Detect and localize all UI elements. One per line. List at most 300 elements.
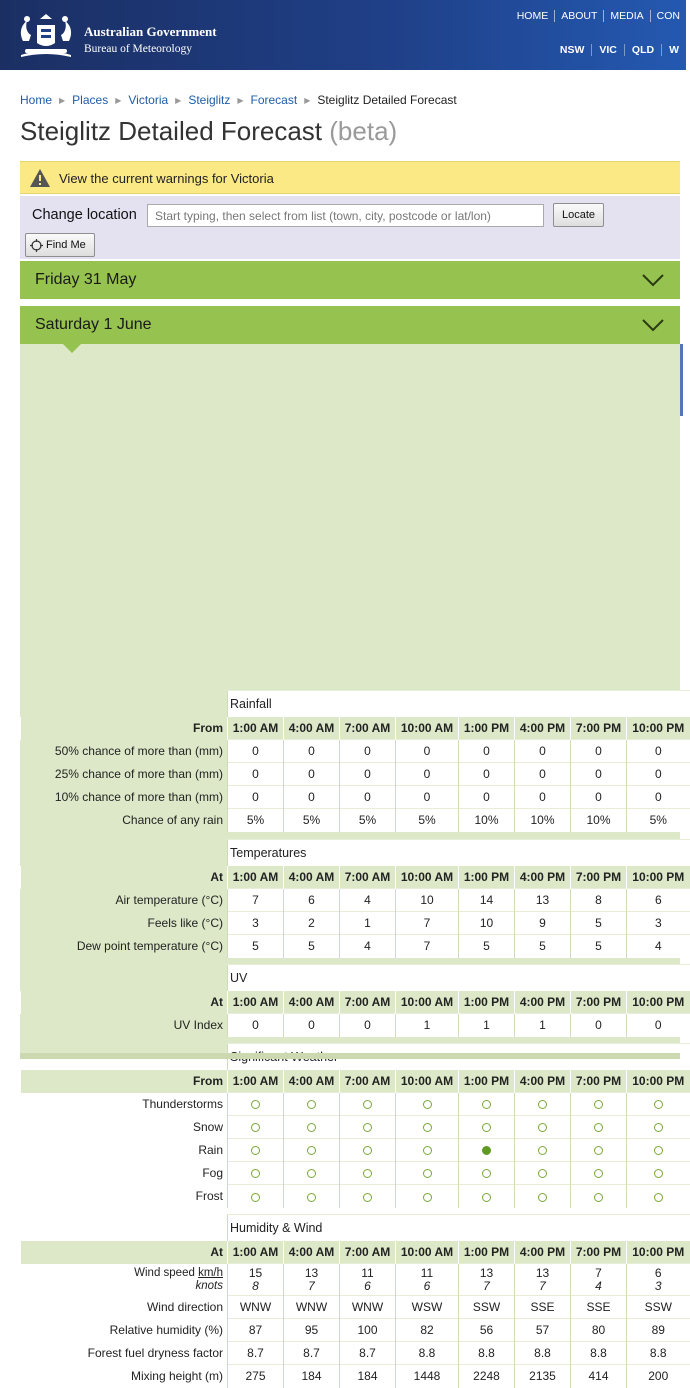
day-toggle-saturday[interactable] [20,306,680,344]
empty-circle-icon [654,1193,663,1202]
warning-icon [29,168,51,188]
table-body [21,889,690,958]
table-cell: 0 [340,763,396,786]
table-cell: 2248 [459,1365,515,1388]
table-cell: 1 [340,912,396,935]
time-header: 1:00 AM [228,717,284,740]
time-header: 10:00 AM [396,991,459,1014]
time-header: 1:00 AM [228,866,284,889]
table-cell: 10 [459,912,515,935]
table-cell: 87 [228,1319,284,1342]
empty-circle-icon [594,1100,603,1109]
state-qld[interactable]: QLD [624,44,661,56]
table-cell: WNW [340,1296,396,1319]
empty-circle-icon [538,1100,547,1109]
weather-indicator-cell [515,1162,571,1185]
breadcrumb [20,93,457,107]
wind-speed-cell [396,1264,459,1296]
wind-speed-label: Wind speed [134,1266,195,1279]
table-cell: 0 [284,786,340,809]
time-header: 1:00 PM [459,1070,515,1093]
table-cell: 0 [627,740,690,763]
table-cell: 56 [459,1319,515,1342]
at-label: At [21,991,228,1014]
table-cell: 1 [515,1014,571,1037]
table-row [21,1162,690,1185]
wind-speed-cell [228,1264,284,1296]
time-header: 7:00 PM [571,991,627,1014]
empty-circle-icon [363,1193,372,1202]
table-cell: 8.7 [228,1342,284,1365]
table-cell: WNW [228,1296,284,1319]
table-cell: 0 [571,763,627,786]
table-cell: 5 [515,935,571,958]
time-header: 7:00 AM [340,1241,396,1264]
day-label: Friday 31 May [35,271,137,288]
time-header: 10:00 AM [396,717,459,740]
wind-kmh: 11 [420,1265,434,1280]
time-header: 4:00 AM [284,1241,340,1264]
at-label: At [21,1241,228,1264]
state-wa[interactable]: W [661,44,686,56]
empty-circle-icon [594,1193,603,1202]
empty-circle-icon [538,1123,547,1132]
wind-speed-label-cell [21,1264,228,1296]
table-cell: 82 [396,1319,459,1342]
table-cell: 9 [515,912,571,935]
weather-indicator-cell [459,1139,515,1162]
table-cell: WSW [396,1296,459,1319]
table-cell: 3 [627,912,690,935]
from-label: From [21,717,228,740]
empty-circle-icon [363,1169,372,1178]
time-header: 1:00 AM [228,1070,284,1093]
time-header: 10:00 AM [396,1070,459,1093]
nav-home[interactable]: HOME [516,10,549,22]
table-row [21,1116,690,1139]
section-title-temperatures: Temperatures [228,840,690,866]
weather-indicator-cell [459,1185,515,1208]
time-header: 10:00 AM [396,866,459,889]
row-label: Forest fuel dryness factor [87,1346,223,1360]
table-cell: 184 [340,1365,396,1388]
weather-indicator-cell [228,1093,284,1116]
row-label: Dew point temperature (°C) [76,939,223,953]
table-cell: 8.8 [627,1342,690,1365]
table-cell: 0 [228,740,284,763]
time-header-row [21,1241,690,1264]
table-cell: 100 [340,1319,396,1342]
breadcrumb-forecast[interactable]: Forecast [250,93,298,107]
weather-indicator-cell [627,1162,690,1185]
table-cell: 5% [228,809,284,832]
weather-indicator-cell [396,1093,459,1116]
time-header: 1:00 AM [228,991,284,1014]
time-header-row [21,1070,690,1093]
selected-day-pointer [62,343,82,353]
row-label: Mixing height (m) [130,1369,223,1383]
empty-circle-icon [307,1100,316,1109]
empty-circle-icon [423,1193,432,1202]
weather-indicator-cell [515,1185,571,1208]
table-cell: 7 [228,889,284,912]
empty-circle-icon [538,1193,547,1202]
table-cell: 0 [228,786,284,809]
weather-indicator-cell [340,1116,396,1139]
table-cell: 4 [340,889,396,912]
table-cell: 1 [396,1014,459,1037]
table-row [21,889,690,912]
table-row [21,786,690,809]
wind-speed-cell [340,1264,396,1296]
uv-table [20,964,690,1037]
table-cell: SSW [627,1296,690,1319]
table-cell: 6 [284,889,340,912]
table-cell: 0 [459,786,515,809]
table-cell: 10% [459,809,515,832]
time-header: 4:00 PM [515,1241,571,1264]
table-body [21,1093,690,1208]
table-cell: 0 [396,786,459,809]
row-label: Fog [202,1166,223,1180]
table-cell: 5 [459,935,515,958]
time-header: 10:00 PM [627,991,690,1014]
table-cell: 8.7 [340,1342,396,1365]
table-cell: 2 [284,912,340,935]
row-label: Thunderstorms [142,1097,223,1111]
time-header: 4:00 PM [515,1070,571,1093]
beta-label: (beta) [329,116,398,146]
weather-indicator-cell [459,1116,515,1139]
table-cell: 0 [515,740,571,763]
table-cell: 10 [396,889,459,912]
wind-knots: 7 [308,1278,315,1293]
empty-circle-icon [482,1100,491,1109]
weather-indicator-cell [284,1185,340,1208]
table-cell: 0 [627,786,690,809]
time-header: 10:00 PM [627,1070,690,1093]
bureau-title: Bureau of Meteorology [84,43,192,55]
table-cell: 3 [228,912,284,935]
wind-knots: 4 [595,1278,602,1293]
time-header: 1:00 AM [228,1241,284,1264]
state-nsw[interactable]: NSW [559,44,585,56]
table-row [21,1185,690,1208]
nav-media[interactable]: MEDIA [603,10,649,22]
knots-unit: knots [195,1279,223,1292]
empty-circle-icon [423,1146,432,1155]
time-header: 4:00 AM [284,991,340,1014]
table-cell: 0 [284,763,340,786]
table-cell: 0 [571,786,627,809]
breadcrumb-separator-icon: ▶ [115,96,122,105]
table-cell: 0 [571,1014,627,1037]
table-cell: WNW [284,1296,340,1319]
table-row [21,809,690,832]
table-cell: 8 [571,889,627,912]
weather-indicator-cell [459,1162,515,1185]
table-cell: 8.8 [515,1342,571,1365]
empty-circle-icon [538,1169,547,1178]
weather-indicator-cell [571,1116,627,1139]
coat-of-arms-logo[interactable] [15,11,77,59]
wind-kmh: 13 [535,1265,550,1280]
breadcrumb-separator-icon: ▶ [237,96,244,105]
chevron-down-icon [642,273,664,287]
time-header-row [21,866,690,889]
table-cell: 0 [459,763,515,786]
nav-about[interactable]: ABOUT [554,10,603,22]
empty-circle-icon [251,1193,260,1202]
time-header: 7:00 AM [340,866,396,889]
empty-circle-icon [307,1146,316,1155]
weather-indicator-cell [228,1162,284,1185]
wind-knots: 8 [252,1278,259,1293]
weather-indicator-cell [459,1093,515,1116]
weather-indicator-cell [627,1139,690,1162]
wind-kmh: 11 [361,1265,374,1280]
time-header: 10:00 PM [627,717,690,740]
breadcrumb-home[interactable]: Home [20,93,53,107]
table-row [21,1365,690,1388]
row-label: Chance of any rain [122,813,223,827]
row-label: Air temperature (°C) [115,893,223,907]
wind-knots: 7 [483,1278,490,1293]
breadcrumb-steiglitz[interactable]: Steiglitz [188,93,231,107]
location-search-input[interactable] [147,204,544,227]
table-cell: 7 [396,912,459,935]
empty-circle-icon [423,1100,432,1109]
table-cell: 8.7 [284,1342,340,1365]
weather-indicator-cell [340,1162,396,1185]
row-label: 10% chance of more than (mm) [54,790,223,804]
empty-circle-icon [251,1100,260,1109]
empty-circle-icon [423,1169,432,1178]
time-header: 10:00 AM [396,1241,459,1264]
scrollbar-indicator[interactable] [680,344,683,416]
wind-kmh: 15 [248,1265,263,1280]
locate-button[interactable]: Locate [553,203,604,227]
table-cell: 0 [459,740,515,763]
wind-speed-cell [459,1264,515,1296]
weather-indicator-cell [515,1139,571,1162]
table-row [21,1296,690,1319]
weather-indicator-cell [627,1185,690,1208]
time-header: 7:00 PM [571,866,627,889]
state-navigation [553,44,686,56]
wind-speed-cell [571,1264,627,1296]
table-cell: 0 [627,763,690,786]
time-header-row [21,991,690,1014]
table-cell: 4 [340,935,396,958]
filled-circle-icon [482,1146,491,1155]
empty-circle-icon [594,1123,603,1132]
table-cell: 5 [228,935,284,958]
table-cell: 5% [627,809,690,832]
table-row [21,1342,690,1365]
row-label: Relative humidity (%) [109,1323,223,1337]
time-header: 4:00 PM [515,717,571,740]
state-vic[interactable]: VIC [591,44,624,56]
table-row [21,1319,690,1342]
breadcrumb-separator-icon: ▶ [304,96,311,105]
next-section-edge [20,1053,680,1059]
table-cell: 200 [627,1365,690,1388]
table-cell: 6 [627,889,690,912]
government-title: Australian Government [84,24,217,39]
wind-knots: 7 [539,1278,546,1293]
table-cell: 10% [515,809,571,832]
weather-indicator-cell [396,1139,459,1162]
time-header: 7:00 PM [571,1070,627,1093]
time-header: 1:00 PM [459,1241,515,1264]
row-label: Feels like (°C) [147,916,223,930]
empty-circle-icon [307,1193,316,1202]
page-title-text: Steiglitz Detailed Forecast [20,116,323,146]
table-cell: 0 [627,1014,690,1037]
weather-indicator-cell [396,1185,459,1208]
table-cell: 0 [340,740,396,763]
table-cell: 4 [627,935,690,958]
empty-circle-icon [594,1146,603,1155]
time-header: 7:00 AM [340,1070,396,1093]
find-me-label: Find Me [46,239,86,251]
temperatures-table [20,839,690,958]
empty-circle-icon [654,1100,663,1109]
table-cell: 0 [515,786,571,809]
table-cell: 8.8 [396,1342,459,1365]
table-cell: 8.8 [571,1342,627,1365]
site-header [0,0,686,70]
table-cell: 8.8 [459,1342,515,1365]
empty-circle-icon [251,1169,260,1178]
weather-indicator-cell [515,1116,571,1139]
time-header: 1:00 PM [459,717,515,740]
row-label: Wind direction [146,1300,223,1314]
empty-circle-icon [423,1123,432,1132]
time-header: 4:00 AM [284,1070,340,1093]
wind-kmh: 6 [654,1265,662,1280]
section-title-humidity-wind: Humidity & Wind [228,1215,690,1241]
weather-indicator-cell [284,1093,340,1116]
wind-speed-cell [515,1264,571,1296]
nav-contact[interactable]: CON [650,10,686,22]
empty-circle-icon [654,1146,663,1155]
row-label: Rain [198,1143,223,1157]
row-label: UV Index [173,1018,223,1032]
from-label: From [21,1070,228,1093]
at-label: At [21,866,228,889]
table-cell: 5 [571,912,627,935]
empty-circle-icon [251,1146,260,1155]
table-cell: 0 [396,763,459,786]
table-cell: 10% [571,809,627,832]
weather-indicator-cell [228,1185,284,1208]
time-header: 7:00 PM [571,1241,627,1264]
table-cell: 1448 [396,1365,459,1388]
empty-circle-icon [363,1146,372,1155]
warnings-link[interactable]: View the current warnings for Victoria [59,171,274,186]
empty-circle-icon [251,1123,260,1132]
empty-circle-icon [538,1146,547,1155]
weather-indicator-cell [571,1162,627,1185]
wind-knots: 3 [654,1278,662,1293]
table-cell: SSW [459,1296,515,1319]
table-cell: 5% [340,809,396,832]
table-cell: 0 [284,740,340,763]
empty-circle-icon [482,1123,491,1132]
humidity-wind-table [20,1214,690,1388]
weather-indicator-cell [228,1116,284,1139]
weather-indicator-cell [515,1093,571,1116]
time-header-row [21,717,690,740]
table-cell: 0 [340,786,396,809]
weather-indicator-cell [340,1185,396,1208]
empty-circle-icon [654,1169,663,1178]
table-cell: 0 [340,1014,396,1037]
table-cell: 5% [284,809,340,832]
weather-indicator-cell [340,1139,396,1162]
wind-kmh: 7 [595,1265,602,1280]
weather-indicator-cell [284,1139,340,1162]
time-header: 7:00 AM [340,991,396,1014]
table-cell: 80 [571,1319,627,1342]
time-header: 10:00 PM [627,866,690,889]
find-me-button[interactable] [25,233,95,257]
table-row [21,912,690,935]
table-cell: SSE [515,1296,571,1319]
wind-speed-body [21,1264,690,1296]
table-cell: 0 [515,763,571,786]
breadcrumb-places[interactable]: Places [72,93,109,107]
day-toggle-friday[interactable] [20,261,680,299]
wind-speed-cell [627,1264,690,1296]
crosshair-icon [30,239,43,252]
table-cell: 5% [396,809,459,832]
table-cell: 414 [571,1365,627,1388]
change-location-label: Change location [32,207,137,223]
time-header: 7:00 PM [571,717,627,740]
time-header: 4:00 AM [284,717,340,740]
time-header: 10:00 PM [627,1241,690,1264]
weather-indicator-cell [627,1093,690,1116]
page-title [20,116,397,147]
time-header: 1:00 PM [459,866,515,889]
time-header: 7:00 AM [340,717,396,740]
weather-indicator-cell [284,1162,340,1185]
empty-circle-icon [594,1169,603,1178]
kmh-unit: km/h [198,1266,223,1279]
weather-indicator-cell [571,1139,627,1162]
breadcrumb-victoria[interactable]: Victoria [128,93,169,107]
table-row [21,1093,690,1116]
wind-knots: 6 [423,1278,431,1293]
table-cell: 95 [284,1319,340,1342]
weather-indicator-cell [340,1093,396,1116]
table-cell: 184 [284,1365,340,1388]
weather-indicator-cell [396,1162,459,1185]
table-cell: 14 [459,889,515,912]
wind-knots: 6 [364,1278,371,1293]
row-label: Snow [192,1120,223,1134]
weather-indicator-cell [396,1116,459,1139]
day-label: Saturday 1 June [35,316,152,333]
weather-indicator-cell [284,1116,340,1139]
table-row [21,763,690,786]
table-cell: 0 [228,763,284,786]
table-body [21,740,690,832]
table-cell: 57 [515,1319,571,1342]
